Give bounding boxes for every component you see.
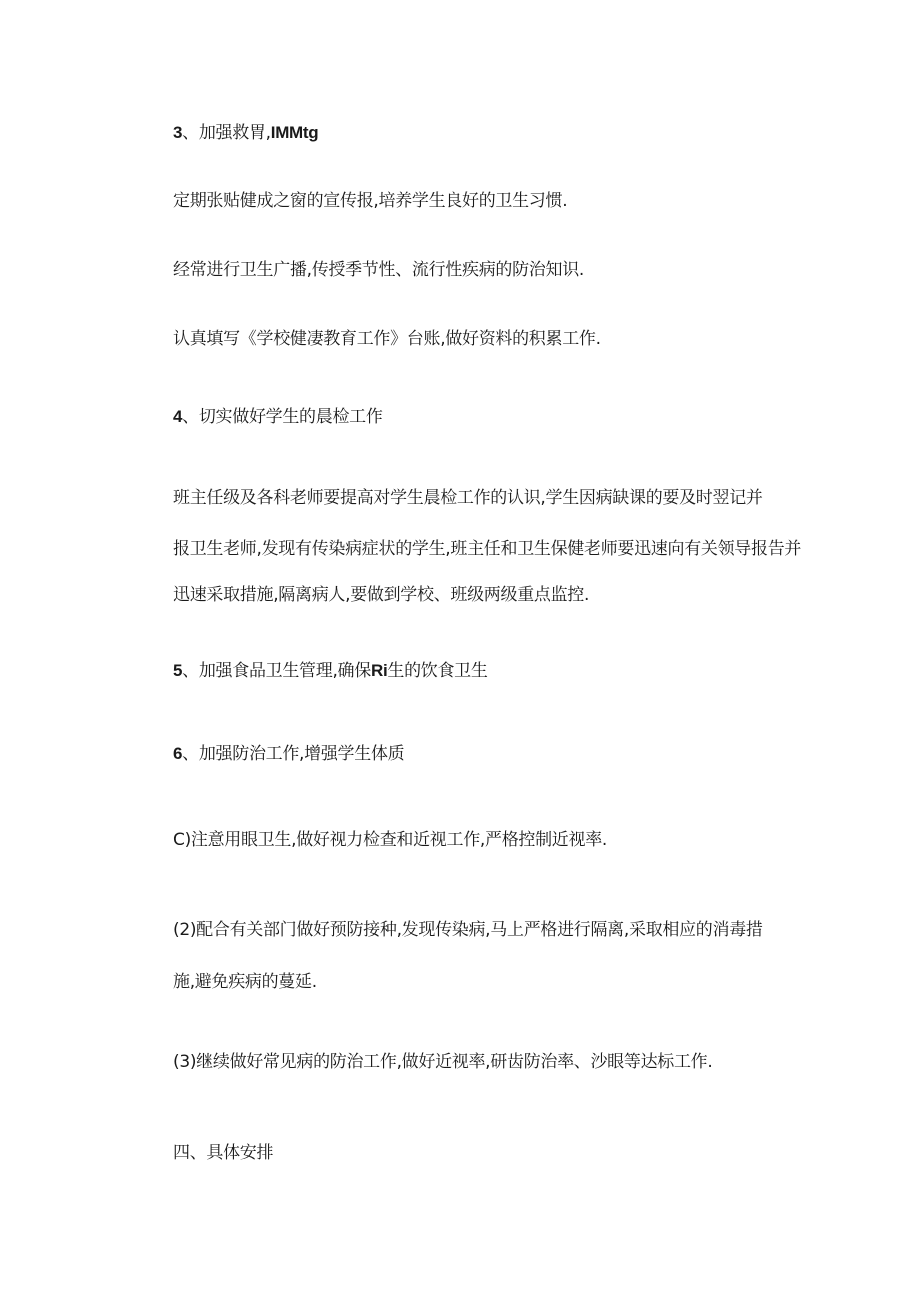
paragraph-line: 班主任级及各科老师要提高对学生晨检工作的认识,学生因病缺课的要及时翌记并 [173, 488, 763, 508]
heading-text-after: 生的饮食卫生 [387, 661, 488, 681]
heading-text: 、加强食品卫生管理,确保 [182, 661, 371, 681]
paragraph-line: 定期张贴健成之窗的宣传报,培养学生良好的卫生习惯. [173, 191, 568, 211]
heading-text: 、加强救胃, [182, 123, 271, 143]
section-heading: 四、具体安排 [173, 1143, 274, 1163]
item-number: 3 [173, 123, 183, 142]
heading-latin-text: IMMtg [270, 123, 319, 142]
heading-item-4 [173, 405, 383, 429]
paragraph-line: 认真填写《学校健凄教育工作》台账,做好资料的积累工作. [173, 329, 601, 349]
heading-text: 、切实做好学生的晨检工作 [182, 407, 383, 427]
heading-item-3 [173, 121, 318, 145]
paragraph-line: 经常进行卫生广播,传授季节性、流行性疾病的防治知识. [173, 260, 585, 280]
paragraph-line: C)注意用眼卫生,做好视力检查和近视工作,严格控制近视率. [173, 830, 608, 850]
paragraph-line: (2)配合有关部门做好预防接种,发现传染病,马上严格进行隔离,采取相应的消毒措 [173, 920, 763, 940]
heading-item-6 [173, 742, 404, 766]
paragraph-line: 报卫生老师,发现有传染病症状的学生,班主任和卫生保健老师要迅速向有关领导报告并 [173, 539, 802, 559]
paragraph-line: 迅速采取措施,隔离病人,要做到学校、班级两级重点监控. [173, 585, 590, 605]
heading-item-5 [173, 659, 488, 683]
item-number: 5 [173, 661, 183, 680]
paragraph-line: (3)继续做好常见病的防治工作,做好近视率,研齿防治率、沙眼等达标工作. [173, 1052, 713, 1072]
heading-latin-text: Ri [370, 661, 388, 680]
item-number: 6 [173, 744, 183, 763]
item-number: 4 [173, 407, 183, 426]
heading-text: 、加强防治工作,增强学生体质 [182, 744, 405, 764]
paragraph-line: 施,避免疾病的蔓延. [173, 972, 317, 992]
